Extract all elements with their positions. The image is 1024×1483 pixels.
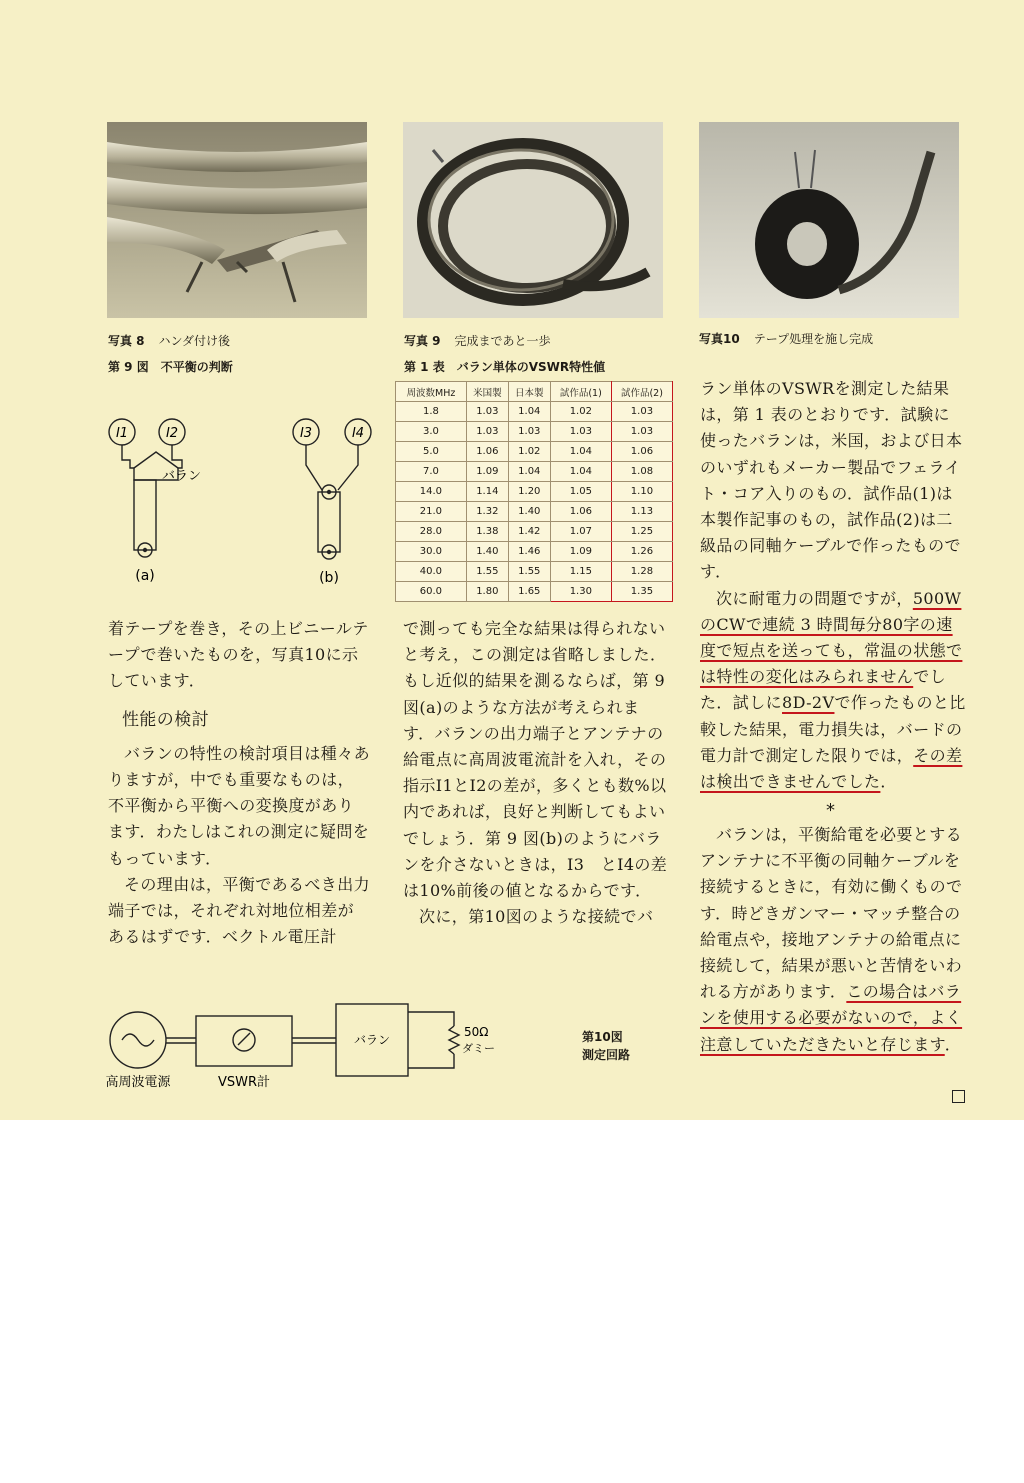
fig9-title: 第 9 図 不平衡の判断 [108, 360, 233, 374]
column-3 [700, 376, 966, 795]
table-cell: 1.03 [611, 422, 672, 442]
table-cell: 60.0 [396, 582, 467, 602]
photo-10-taped-balun [699, 122, 959, 318]
table-cell: 1.14 [466, 482, 508, 502]
text-run: でした．試しに [700, 667, 947, 713]
col2-paragraph: 次に，第10図のような接続でバ [419, 907, 654, 927]
table-cell: 1.42 [508, 522, 550, 542]
table-cell: 1.55 [466, 562, 508, 582]
fig9-label-balun: バラン [162, 469, 202, 484]
underlined-text: 8D-2V [782, 693, 835, 713]
col1-paragraph: その理由は，平衡であるべき出力端子では，それぞれ対地位相差があるはずです．ベクトル電圧計 [108, 874, 371, 947]
table-row [396, 582, 673, 602]
end-mark [952, 1090, 965, 1103]
table-cell: 1.32 [466, 502, 508, 522]
table-cell: 1.06 [550, 502, 611, 522]
fig9-label-b: (b) [319, 570, 339, 586]
table-cell: 1.8 [396, 402, 467, 422]
text-run: 次に耐電力の問題ですが， [716, 588, 913, 608]
table-cell: 1.03 [466, 402, 508, 422]
fig9-label-i2: I2 [165, 426, 179, 441]
column-3-lower [700, 822, 966, 1058]
table-cell: 1.55 [508, 562, 550, 582]
table-cell: 1.25 [611, 522, 672, 542]
table-cell: 1.20 [508, 482, 550, 502]
table-cell: 30.0 [396, 542, 467, 562]
underlined-text: この場合はバランを使用する必要がないので，よく注意していただきたいと存じます [700, 982, 963, 1054]
fig9-label-i4: I4 [351, 426, 365, 441]
table-cell: 7.0 [396, 462, 467, 482]
table-cell: 1.04 [508, 402, 550, 422]
section-asterisk: * [826, 800, 835, 821]
table-cell: 1.05 [550, 482, 611, 502]
text-run: で作ったものと比較した結果，電力損失は，バードの電力計で測定した限りでは， [700, 693, 966, 765]
table-cell: 28.0 [396, 522, 467, 542]
photo-9-caption: 写真 9 完成まであと一歩 [404, 334, 551, 348]
table-cell: 1.02 [508, 442, 550, 462]
photo-9-coil [403, 122, 663, 318]
table-cell: 1.09 [550, 542, 611, 562]
section-heading: 性能の検討 [122, 709, 209, 730]
table-cell: 1.03 [466, 422, 508, 442]
text-run: ． [880, 772, 897, 792]
table-cell: 1.03 [611, 402, 672, 422]
table-cell: 1.35 [611, 582, 672, 602]
table-cell: 1.40 [508, 502, 550, 522]
table-cell: 14.0 [396, 482, 467, 502]
fig9-diagram [100, 410, 380, 590]
text-run: バランは，平衡給電を必要とするアンテナに不平衡の同軸ケーブルを接続するときに，有効に働くものです．時どきガンマー・マッチ整合の給電点や，接地アンテナの給電点に接続して，結果が悪いと苦情をいわれる方があります． [700, 825, 963, 1002]
fig9-label-a: (a) [135, 568, 155, 584]
table-cell: 1.10 [611, 482, 672, 502]
underlined-text: 500WのCWで連続 3 時間毎分80字の速度で短点を送っても，常温の状態では特性の変化はみられません [700, 588, 963, 687]
table-row [396, 522, 673, 542]
col1-paragraph: 着テープを巻き，その上ビニールテープで巻いたものを，写真10に示しています． [108, 619, 369, 691]
table-header-row [396, 382, 673, 402]
table-cell: 1.28 [611, 562, 672, 582]
column-2 [403, 616, 668, 930]
table-cell: 1.26 [611, 542, 672, 562]
table-row [396, 562, 673, 582]
underlined-text: その差は検出できませんでした [700, 745, 963, 792]
table-header: 試作品(1) [550, 382, 611, 402]
photo-8-caption: 写真 8 ハンダ付け後 [108, 334, 231, 348]
table-cell: 1.08 [611, 462, 672, 482]
table-cell: 5.0 [396, 442, 467, 462]
fig10-title: 第10図 [582, 1030, 623, 1044]
col1-paragraph: バランの特性の検討項目は種々ありますが，中でも重要なものは，不平衡から平衡への変換度があります．わたしはこれの測定に疑問をもっています． [108, 743, 371, 868]
table-header: 日本製 [508, 382, 550, 402]
col2-paragraph: で測っても完全な結果は得られないと考え，この測定は省略しました．もし近似的結果を測るならば，第 9 図(a)のような方法が考えられます．バランの出力端子とアンテナの給電点に高周波電流計を入れ，その指示I1とI2の差が，多くとも数%以内であれば，良好と判断してもよいでしょう．第 9 図(b)のようにバランを介さないときは，I3 とI4の差は10%前後の値となるからです． [403, 619, 668, 901]
column-1 [108, 616, 370, 950]
fig10-circuit [100, 1000, 520, 1095]
fig9-label-i3: I3 [299, 426, 313, 441]
col3-paragraph [700, 586, 966, 796]
table-cell: 40.0 [396, 562, 467, 582]
table-row [396, 462, 673, 482]
table-cell: 1.03 [550, 422, 611, 442]
col3-paragraph [700, 822, 966, 1058]
fig10-label-balun: バラン [353, 1033, 391, 1047]
table-cell: 1.06 [611, 442, 672, 462]
table1-title: 第 1 表 バラン単体のVSWR特性値 [404, 360, 606, 374]
table-row [396, 482, 673, 502]
table-cell: 1.04 [508, 462, 550, 482]
table-header: 試作品(2) [611, 382, 672, 402]
table-row [396, 442, 673, 462]
table-row [396, 542, 673, 562]
col3-paragraph: ラン単体のVSWRを測定した結果は，第 1 表のとおりです．試験に使ったバランは，米国，および日本のいずれもメーカー製品でフェライト・コア入りのもの．試作品(1)は本製作記事のもの，試作品(2)は二級品の同軸ケーブルで作ったものです． [700, 379, 963, 582]
table-cell: 1.46 [508, 542, 550, 562]
table-cell: 1.15 [550, 562, 611, 582]
fig10-label-source: 高周波電源 [105, 1075, 171, 1090]
table-cell: 1.30 [550, 582, 611, 602]
fig10-label-ohm: 50Ω [464, 1025, 489, 1039]
table-row [396, 502, 673, 522]
table-cell: 21.0 [396, 502, 467, 522]
table-row [396, 402, 673, 422]
fig10-label-dummy: ダミー [462, 1042, 495, 1055]
table-cell: 1.04 [550, 442, 611, 462]
table-row [396, 422, 673, 442]
table-cell: 3.0 [396, 422, 467, 442]
fig10-subtitle: 測定回路 [582, 1048, 631, 1062]
fig10-caption [582, 1028, 630, 1064]
fig9-label-i1: I1 [115, 426, 129, 441]
table-cell: 1.07 [550, 522, 611, 542]
photo-10-caption: 写真10 テープ処理を施し完成 [699, 332, 874, 346]
fig10-label-meter: VSWR計 [217, 1075, 271, 1090]
table-cell: 1.65 [508, 582, 550, 602]
table-cell: 1.02 [550, 402, 611, 422]
table-header: 米国製 [466, 382, 508, 402]
table-cell: 1.09 [466, 462, 508, 482]
table-cell: 1.06 [466, 442, 508, 462]
table-cell: 1.80 [466, 582, 508, 602]
table-cell: 1.40 [466, 542, 508, 562]
photo-8-solder [107, 122, 367, 318]
table-header: 周波数MHz [396, 382, 467, 402]
table-cell: 1.13 [611, 502, 672, 522]
vswr-table [395, 381, 673, 602]
table-cell: 1.38 [466, 522, 508, 542]
table-cell: 1.04 [550, 462, 611, 482]
table-cell: 1.03 [508, 422, 550, 442]
text-run: ． [944, 1034, 962, 1054]
